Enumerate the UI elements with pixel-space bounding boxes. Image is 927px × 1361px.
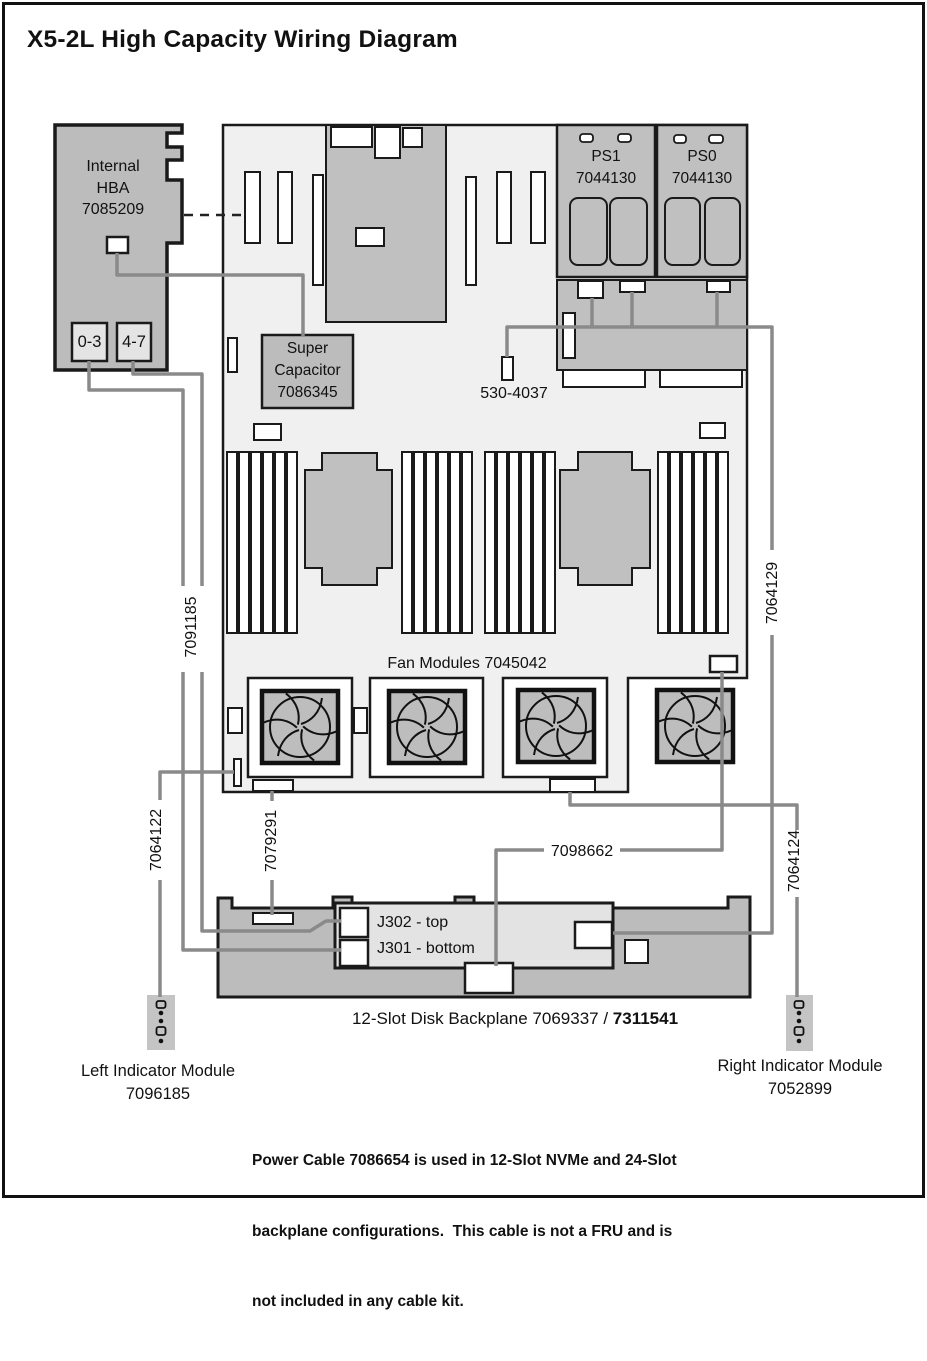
right-indicator-caption: Right Indicator Module 7052899 <box>717 1057 883 1098</box>
ps1-label: PS1 7044130 <box>575 148 637 187</box>
connector-j301 <box>340 940 368 966</box>
connector-530-4037 <box>502 357 513 380</box>
dimm-bank-3 <box>485 452 555 633</box>
right-indicator-module <box>786 995 813 1051</box>
label-530-4037: 530-4037 <box>480 385 548 402</box>
disk-backplane <box>218 897 750 997</box>
j302-label: J302 - top <box>377 914 449 931</box>
fan-icon <box>262 691 338 763</box>
hba-supercap-connector <box>107 237 128 253</box>
cable-7064129-b <box>613 635 772 933</box>
cable-label-7091185: 7091185 <box>183 596 200 658</box>
fan-modules-label: Fan Modules 7045042 <box>387 655 547 672</box>
cpu-1 <box>305 453 392 585</box>
fan-icon <box>389 691 465 763</box>
dimm-bank-2 <box>402 452 472 633</box>
power-cable-note: Power Cable 7086654 is used in 12-Slot NVMe and 24-Slot backplane configurations. This cable is not a FRU and is not included in any cable kit. <box>252 1152 677 1310</box>
ps0-label: PS0 7044130 <box>671 148 733 187</box>
supercap-label: Super Capacitor 7086345 <box>274 340 341 401</box>
left-indicator-module <box>147 995 175 1050</box>
cable-7064124-a <box>570 792 797 830</box>
dimm-bank-1 <box>227 452 297 633</box>
cpu-2 <box>560 452 650 585</box>
backplane-caption: 12-Slot Disk Backplane 7069337 / 7311541 <box>351 1009 679 1028</box>
page-title: X5-2L High Capacity Wiring Diagram <box>27 26 458 53</box>
fan-icon <box>518 690 594 762</box>
left-indicator-caption: Left Indicator Module 7096185 <box>80 1062 236 1103</box>
cable-7091185-a <box>89 361 183 586</box>
hba-label: Internal HBA 7085209 <box>81 158 145 218</box>
connector-j302 <box>340 908 368 937</box>
cable-label-7064122: 7064122 <box>148 808 165 872</box>
hba-port-4-7-label: 4-7 <box>122 332 146 351</box>
dimm-bank-4 <box>658 452 728 633</box>
cable-label-7098662: 7098662 <box>550 843 614 860</box>
cable-label-7064129: 7064129 <box>764 561 781 625</box>
hba-port-0-3-label: 0-3 <box>77 332 102 351</box>
cable-7091185-b <box>133 361 202 586</box>
j301-label: J301 - bottom <box>377 940 475 957</box>
cable-label-7064124: 7064124 <box>786 829 803 893</box>
cable-label-7079291: 7079291 <box>263 809 280 873</box>
rear-io-block <box>326 125 446 322</box>
